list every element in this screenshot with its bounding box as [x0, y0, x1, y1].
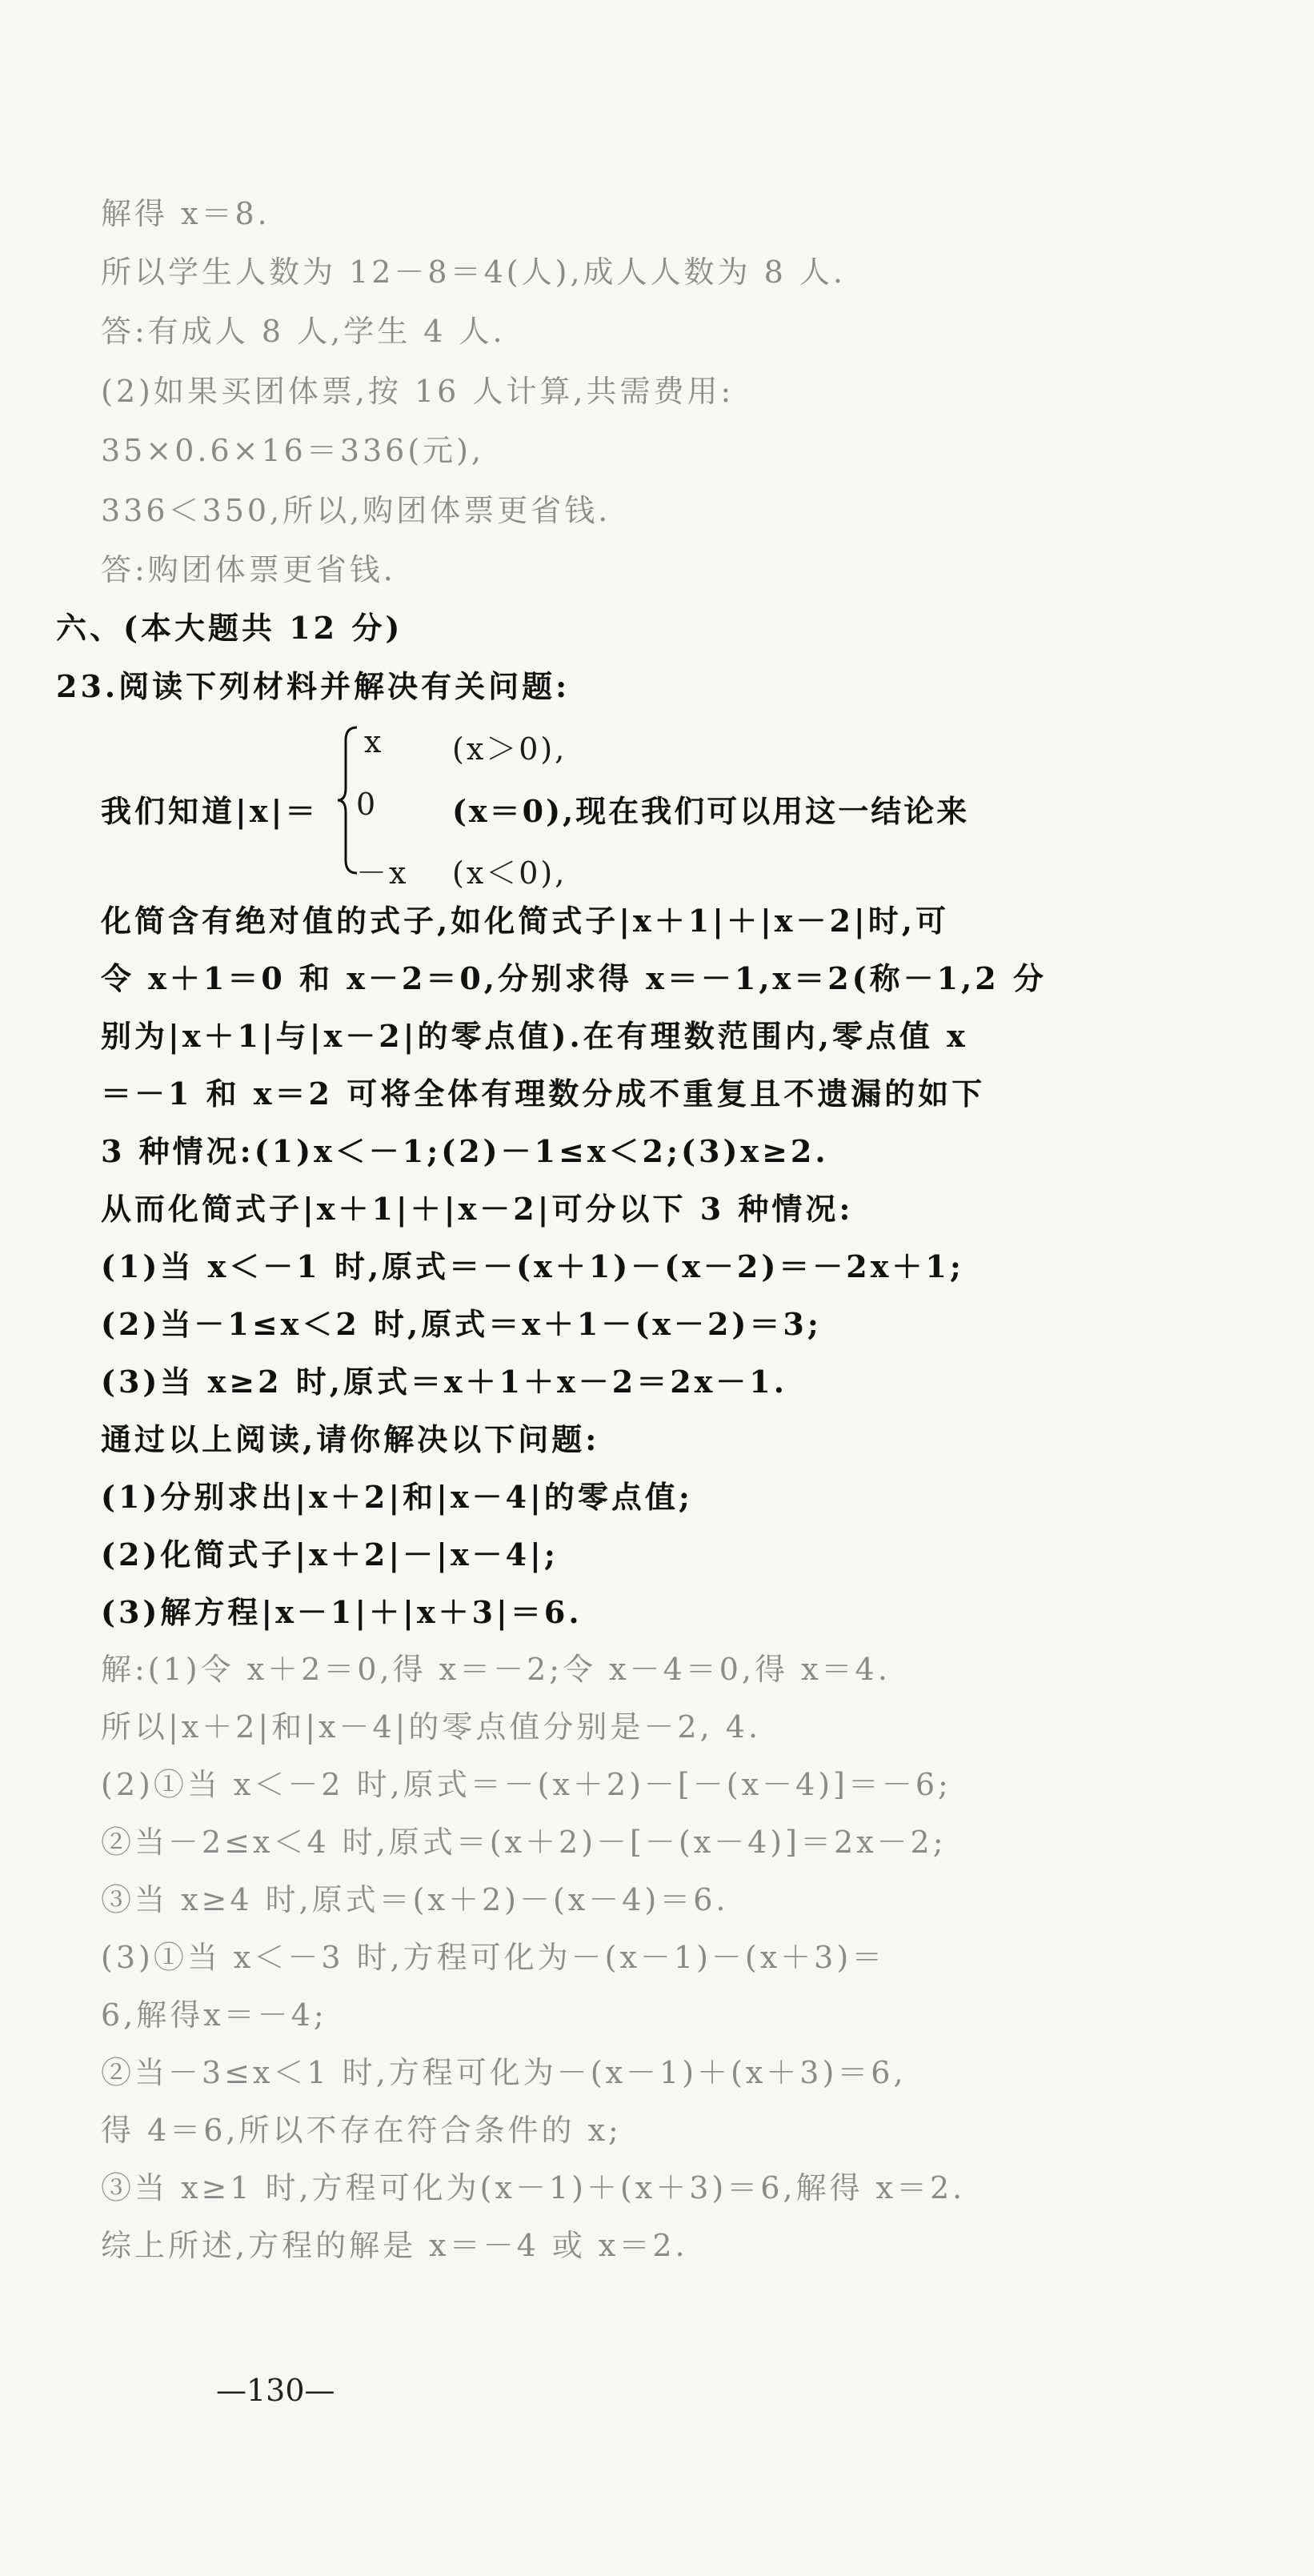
solution-line: 解:(1)令 x＋2＝0,得 x＝－2;令 x－4＝0,得 x＝4.	[101, 1652, 891, 1687]
piecewise-cond: (x＝0),现在我们可以用这一结论来	[452, 793, 970, 829]
solution-line: ③当 x≥4 时,原式＝(x＋2)－(x－4)＝6.	[101, 1882, 729, 1917]
material-line: 别为|x＋1|与|x－2|的零点值).在有理数范围内,零点值 x	[101, 1018, 968, 1054]
answer-line: 答:有成人 8 人,学生 4 人.	[101, 314, 506, 349]
answer-line: 答:购团体票更省钱.	[101, 552, 396, 587]
solution-line: (2)①当 x＜－2 时,原式＝－(x＋2)－[－(x－4)]＝－6;	[101, 1767, 951, 1802]
answer-line: 336＜350,所以,购团体票更省钱.	[101, 493, 611, 528]
material-line: (3)解方程|x－1|＋|x＋3|＝6.	[101, 1594, 583, 1630]
piecewise-cond: (x＞0),	[452, 731, 567, 767]
material-line: (3)当 x≥2 时,原式＝x＋1＋x－2＝2x－1.	[101, 1364, 787, 1400]
solution-line: 得 4＝6,所以不存在符合条件的 x;	[101, 2113, 622, 2148]
material-line: 从而化简式子|x＋1|＋|x－2|可分以下 3 种情况:	[101, 1191, 854, 1227]
answer-line: (2)如果买团体票,按 16 人计算,共需费用:	[101, 374, 735, 409]
material-line: (1)当 x＜－1 时,原式＝－(x＋1)－(x－2)＝－2x＋1;	[101, 1248, 964, 1284]
material-line: (2)化简式子|x＋2|－|x－4|;	[101, 1536, 559, 1572]
section-heading: 六、(本大题共 12 分)	[56, 610, 403, 646]
material-line: (1)分别求出|x＋2|和|x－4|的零点值;	[101, 1479, 693, 1515]
piecewise-prefix: 我们知道|x|＝	[101, 793, 319, 829]
material-line: 3 种情况:(1)x＜－1;(2)－1≤x＜2;(3)x≥2.	[101, 1133, 829, 1169]
material-line: (2)当－1≤x＜2 时,原式＝x＋1－(x－2)＝3;	[101, 1306, 822, 1342]
answer-line: 解得 x＝8.	[101, 196, 270, 231]
solution-line: ②当－3≤x＜1 时,方程可化为－(x－1)＋(x＋3)＝6,	[101, 2055, 907, 2090]
solution-line: ②当－2≤x＜4 时,原式＝(x＋2)－[－(x－4)]＝2x－2;	[101, 1825, 947, 1860]
material-line: ＝－1 和 x＝2 可将全体有理数分成不重复且不遗漏的如下	[101, 1076, 986, 1112]
answer-line: 35×0.6×16＝336(元),	[101, 433, 485, 468]
solution-line: 6,解得x＝－4;	[101, 1997, 327, 2033]
question-heading: 23.阅读下列材料并解决有关问题:	[56, 668, 571, 704]
solution-line: 所以|x＋2|和|x－4|的零点值分别是－2, 4.	[101, 1709, 762, 1745]
material-line: 令 x＋1＝0 和 x－2＝0,分别求得 x＝－1,x＝2(称－1,2 分	[101, 960, 1047, 996]
material-line: 化简含有绝对值的式子,如化简式子|x＋1|＋|x－2|时,可	[101, 903, 949, 939]
page-number: —130—	[216, 2373, 335, 2408]
solution-line: 综上所述,方程的解是 x＝－4 或 x＝2.	[101, 2228, 688, 2263]
piecewise-cond: (x＜0),	[452, 855, 567, 891]
material-line: 通过以上阅读,请你解决以下问题:	[101, 1421, 600, 1457]
solution-line: ③当 x≥1 时,方程可化为(x－1)＋(x＋3)＝6,解得 x＝2.	[101, 2170, 966, 2205]
answer-line: 所以学生人数为 12－8＝4(人),成人人数为 8 人.	[101, 254, 846, 290]
piecewise-expr: 0	[356, 787, 379, 822]
piecewise-expr: x	[364, 724, 384, 759]
solution-line: (3)①当 x＜－3 时,方程可化为－(x－1)－(x＋3)＝	[101, 1940, 886, 1975]
piecewise-expr: －x	[356, 855, 409, 891]
